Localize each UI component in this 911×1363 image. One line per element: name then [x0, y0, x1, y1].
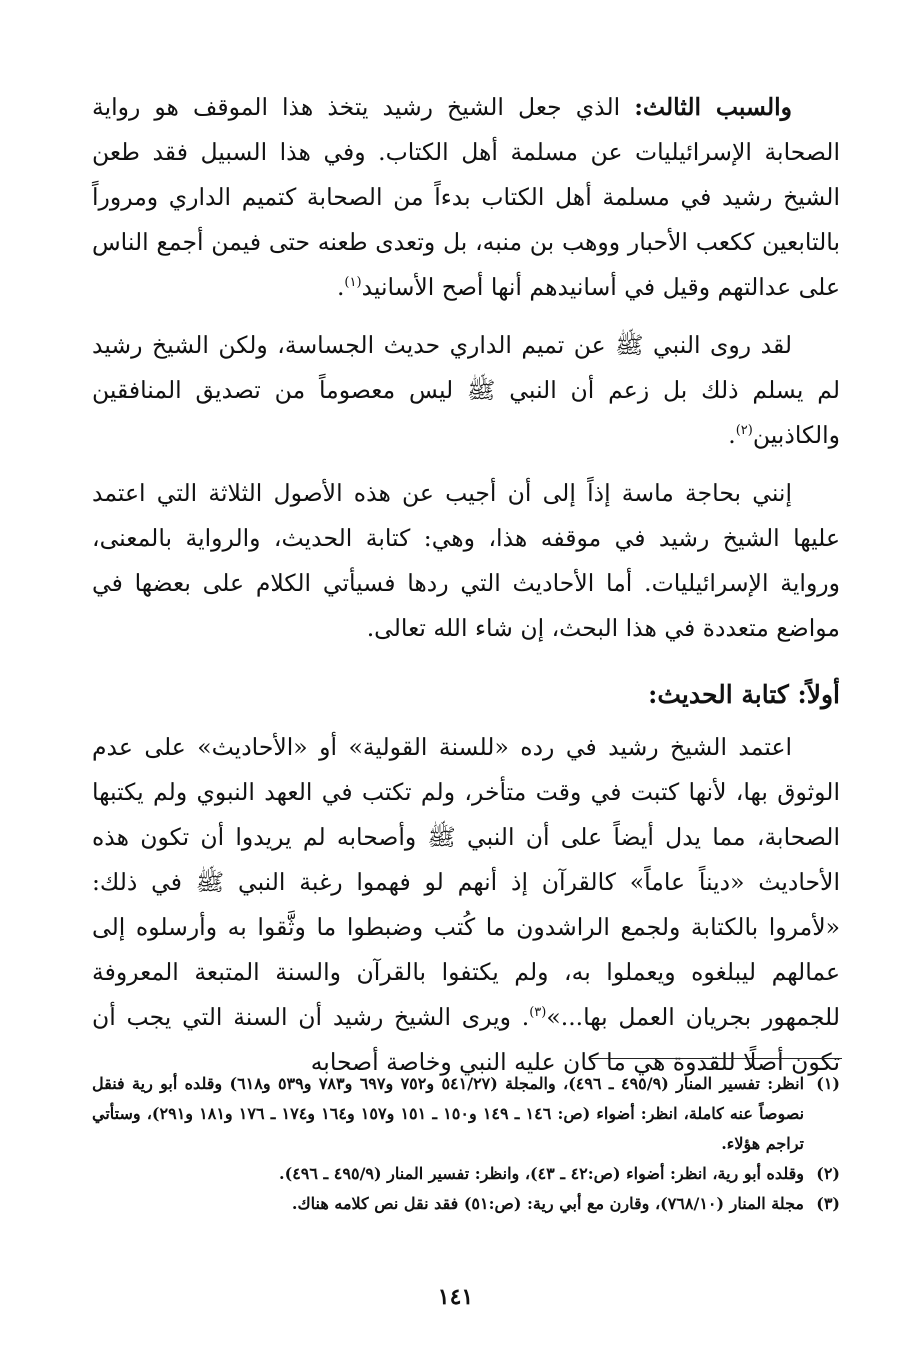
- paragraph-2: [92, 323, 840, 458]
- footnote-1: [92, 1069, 840, 1159]
- footnote-ref-2: (٢): [735, 423, 753, 439]
- paragraph-3-text: إنني بحاجة ماسة إذاً إلى أن أجيب عن هذه الأصول الثلاثة التي اعتمد عليها الشيخ رشيد في موقفه هذا، وهي: كتابة الحديث، والرواية بالمعنى، ورواية الإسرائيليات. أما الأحاديث التي ردها فسيأتي الكلام على بعضها في مواضع متعددة في هذا البحث، إن شاء الله تعالى.: [92, 479, 840, 642]
- paragraph-4: [92, 725, 840, 1085]
- footnote-1-number: (١): [816, 1074, 840, 1093]
- footnote-1-text: انظر: تفسير المنار (٤٩٥/٩ ـ ٤٩٦)، والمجلة (٥٤١/٢٧ و٧٥٢ و٦٩٧ و٧٨٣ و٥٣٩ و٦١٨) وقلده أبو رية فنقل نصوصاً عنه كاملة، انظر: أضواء (ص: ١٤٦ ـ ١٤٩ و١٥٠ ـ ١٥١ و١٥٧ و١٦٤ و١٧٤ ـ ١٧٦ و١٨١ و٢٩١)، وستأتي تراجم هؤلاء.: [92, 1074, 805, 1153]
- footnote-ref-3: (٣): [529, 1005, 547, 1021]
- paragraph-1-lead: والسبب الثالث:: [634, 93, 792, 121]
- footnote-separator: [590, 1058, 842, 1059]
- footnote-3-number: (٣): [816, 1194, 840, 1213]
- footnote-2-text: وقلده أبو رية، انظر: أضواء (ص:٤٢ ـ ٤٣)، وانظر: تفسير المنار (٤٩٥/٩ ـ ٤٩٦).: [279, 1164, 804, 1183]
- main-text: [92, 85, 840, 1098]
- footnotes: [92, 1069, 840, 1219]
- paragraph-2-tail: .: [728, 421, 736, 449]
- paragraph-3: [92, 471, 840, 651]
- paragraph-1: [92, 85, 840, 310]
- footnote-ref-1: (١): [344, 275, 362, 291]
- footnote-3-text: مجلة المنار (٧٦٨/١٠)، وقارن مع أبي رية: (ص:٥١) فقد نقل نص كلامه هناك.: [291, 1194, 804, 1213]
- footnote-2-number: (٢): [816, 1164, 840, 1183]
- footnote-3: [92, 1189, 840, 1219]
- paragraph-1-text: الذي جعل الشيخ رشيد يتخذ هذا الموقف هو رواية الصحابة الإسرائيليات عن مسلمة أهل الكتاب. وفي هذا السبيل فقد طعن الشيخ رشيد في مسلمة أهل الكتاب بدءاً من الصحابة كتميم الداري ومروراً بالتابعين ككعب الأحبار ووهب بن منبه، بل وتعدى طعنه حتى فيمن أجمع الناس على عدالتهم وقيل في أسانيدهم أنها أصح الأسانيد: [92, 93, 840, 301]
- paragraph-4-text: اعتمد الشيخ رشيد في رده «للسنة القولية» أو «الأحاديث» على عدم الوثوق بها، لأنها كتبت في وقت متأخر، ولم تكتب في العهد النبوي ولم يكتبها الصحابة، مما يدل أيضاً على أن النبي ﷺ وأصحابه لم يريدوا أن تكون هذه الأحاديث «ديناً عاماً» كالقرآن إذ أنهم لو فهموا رغبة النبي ﷺ في ذلك: «لأمروا بالكتابة ولجمع الراشدون ما كُتب وضبطوا ما وثَّقوا به وأرسلوه إلى عمالهم ليبلغوه ويعملوا به، ولم يكتفوا بالقرآن والسنة المتبعة المعروفة للجمهور بجريان العمل بها...»: [92, 733, 840, 1031]
- paragraph-1-tail: .: [336, 273, 345, 301]
- footnote-2: [92, 1159, 840, 1189]
- section-heading: أولاً: كتابة الحديث:: [648, 680, 840, 709]
- page-number: ١٤١: [437, 1284, 474, 1310]
- paragraph-2-text: لقد روى النبي ﷺ عن تميم الداري حديث الجساسة، ولكن الشيخ رشيد لم يسلم ذلك بل زعم أن النبي ﷺ ليس معصوماً من تصديق المنافقين والكاذبين: [92, 331, 840, 449]
- paragraph-4-tail: . ويرى الشيخ رشيد أن السنة التي يجب أن تكون أصلًا للقدوة هي ما كان عليه النبي وخاصة أصحابه: [92, 1003, 840, 1076]
